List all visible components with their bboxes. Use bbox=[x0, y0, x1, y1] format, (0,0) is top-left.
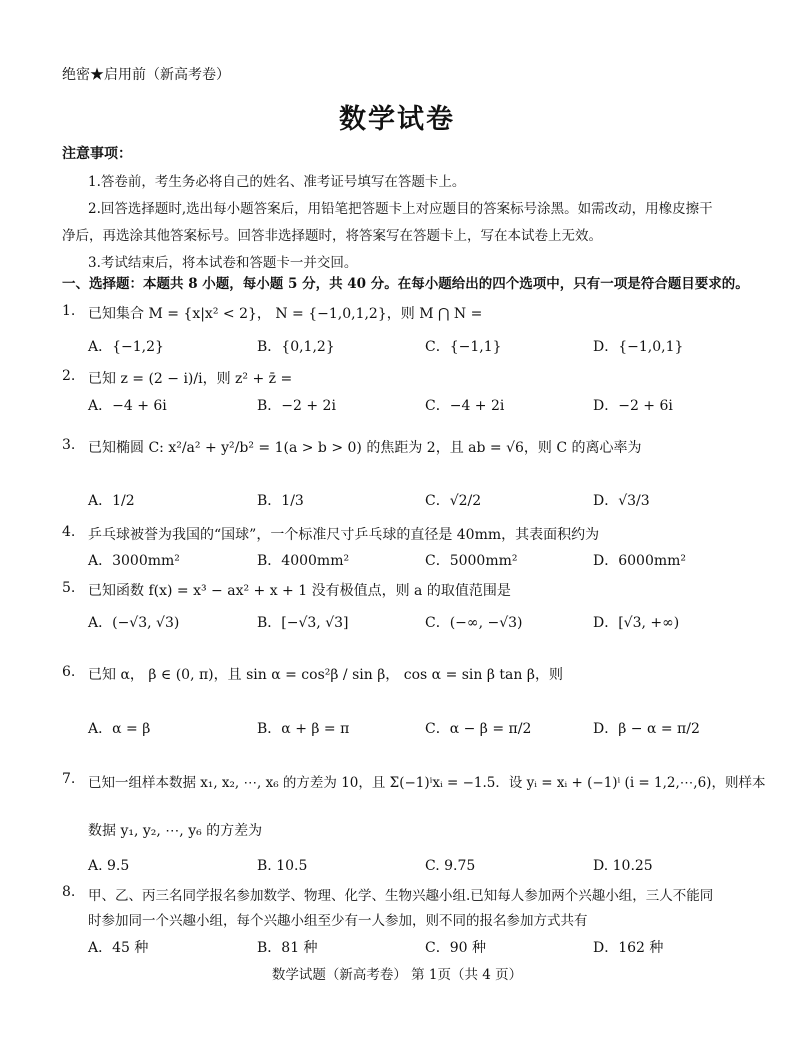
question-number: 1. bbox=[62, 303, 76, 319]
option-d: D．β − α = π/2 bbox=[593, 721, 700, 737]
option-b: B．1/3 bbox=[257, 493, 304, 509]
option-c: C．90 种 bbox=[425, 940, 486, 956]
option-c: C．√2/2 bbox=[425, 493, 482, 509]
option-d: D．{−1,0,1} bbox=[593, 339, 684, 355]
question-stem: 已知 z = (2 − i)/i，则 z² + z̄ = bbox=[88, 371, 293, 387]
option-a: A．1/2 bbox=[88, 493, 135, 509]
notice-item: 1.答卷前，考生务必将自己的姓名、准考证号填写在答题卡上。 bbox=[88, 174, 466, 190]
option-a: A．α = β bbox=[88, 721, 151, 737]
option-c: C．(−∞, −√3) bbox=[425, 615, 523, 631]
option-a: A. 9.5 bbox=[88, 858, 130, 874]
question-stem: 已知函数 f(x) = x³ − ax² + x + 1 没有极值点，则 a 的取值范围是 bbox=[88, 583, 511, 599]
option-d: D. 10.25 bbox=[593, 858, 653, 874]
question-number: 3. bbox=[62, 437, 76, 453]
question-number: 6. bbox=[62, 664, 76, 680]
option-c: C. 9.75 bbox=[425, 858, 476, 874]
option-b: B．−2 + 2i bbox=[257, 398, 336, 414]
option-b: B. 10.5 bbox=[257, 858, 308, 874]
question-number: 5. bbox=[62, 580, 76, 596]
question-number: 8. bbox=[62, 884, 76, 900]
notice-item: 3.考试结束后，将本试卷和答题卡一并交回。 bbox=[88, 255, 358, 271]
option-a: A．(−√3, √3) bbox=[88, 615, 180, 631]
notice-item: 净后，再选涂其他答案标号。回答非选择题时，将答案写在答题卡上，写在本试卷上无效。 bbox=[62, 228, 602, 244]
option-b: B．[−√3, √3] bbox=[257, 615, 349, 631]
notice-item: 2.回答选择题时,选出每小题答案后，用铅笔把答题卡上对应题目的答案标号涂黑。如需改动，用橡皮擦干 bbox=[88, 201, 713, 217]
question-stem: 已知一组样本数据 x₁, x₂, ⋯, x₆ 的方差为 10，且 Σ(−1)ⁱxᵢ = −1.5．设 yᵢ = xᵢ + (−1)ⁱ (i = 1,2,⋯,6)，则样本 bbox=[88, 775, 766, 791]
question-stem: 已知椭圆 C: x²/a² + y²/b² = 1(a > b > 0) 的焦距为 2，且 ab = √6，则 C 的离心率为 bbox=[88, 440, 642, 456]
option-c: C．α − β = π/2 bbox=[425, 721, 532, 737]
option-a: A．3000mm² bbox=[88, 553, 180, 569]
question-number: 4. bbox=[62, 524, 76, 540]
question-stem-cont: 时参加同一个兴趣小组，每个兴趣小组至少有一人参加，则不同的报名参加方式共有 bbox=[88, 913, 588, 929]
notice-heading: 注意事项： bbox=[62, 146, 132, 162]
option-b: B．81 种 bbox=[257, 940, 318, 956]
question-stem: 已知 α， β ∈ (0, π)，且 sin α = cos²β / sin β， cos α = sin β tan β，则 bbox=[88, 667, 563, 683]
section-heading: 一、选择题：本题共 8 小题，每小题 5 分，共 40 分。在每小题给出的四个选项中，只有一项是符合题目要求的。 bbox=[62, 276, 749, 292]
option-b: B．{0,1,2} bbox=[257, 339, 335, 355]
option-c: C．5000mm² bbox=[425, 553, 518, 569]
page-footer: 数学试题（新高考卷） 第 1页（共 4 页） bbox=[271, 967, 523, 983]
option-d: D．−2 + 6i bbox=[593, 398, 673, 414]
question-stem-cont: 数据 y₁, y₂, ⋯, y₆ 的方差为 bbox=[88, 823, 263, 839]
option-c: C．{−1,1} bbox=[425, 339, 502, 355]
question-stem: 甲、乙、丙三名同学报名参加数学、物理、化学、生物兴趣小组.已知每人参加两个兴趣小组，三人不能同 bbox=[88, 888, 714, 904]
question-stem: 已知集合 M = {x|x² < 2}， N = {−1,0,1,2}，则 M ⋂ N = bbox=[88, 306, 483, 322]
question-number: 2. bbox=[62, 368, 76, 384]
option-d: D．√3/3 bbox=[593, 493, 650, 509]
option-d: D．6000mm² bbox=[593, 553, 687, 569]
option-b: B．4000mm² bbox=[257, 553, 350, 569]
option-d: D．[√3, +∞) bbox=[593, 615, 680, 631]
option-a: A．45 种 bbox=[88, 940, 149, 956]
option-a: A．{−1,2} bbox=[88, 339, 164, 355]
page-title: 数学试卷 bbox=[339, 104, 455, 135]
question-stem: 乒乓球被誉为我国的“国球”，一个标准尺寸乒乓球的直径是 40mm，其表面积约为 bbox=[88, 527, 600, 543]
confidential-header: 绝密★启用前（新高考卷） bbox=[62, 67, 230, 83]
option-d: D．162 种 bbox=[593, 940, 664, 956]
question-number: 7. bbox=[62, 771, 76, 787]
option-c: C．−4 + 2i bbox=[425, 398, 505, 414]
option-b: B．α + β = π bbox=[257, 721, 350, 737]
option-a: A．−4 + 6i bbox=[88, 398, 167, 414]
